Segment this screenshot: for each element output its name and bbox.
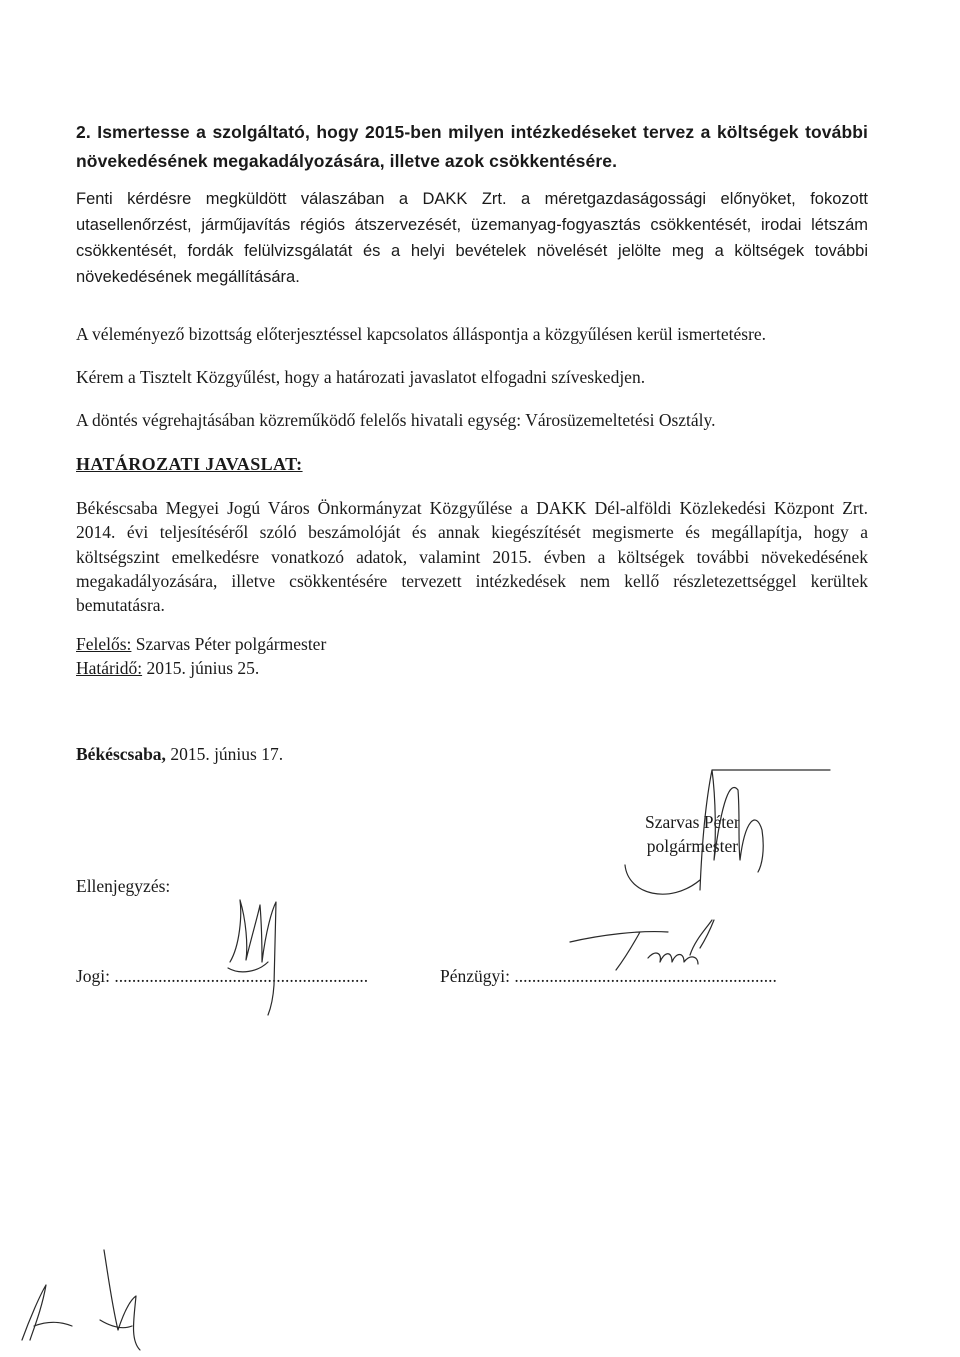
responsible-line	[76, 632, 868, 656]
signer-block	[645, 810, 740, 858]
responsibility-block	[76, 632, 868, 680]
deadline-line	[76, 656, 868, 680]
resolution-heading: HATÁROZATI JAVASLAT:	[76, 454, 303, 474]
legal-countersign-line: Jogi: ..........................................................	[76, 966, 369, 986]
date: 2015. június 17.	[165, 744, 284, 764]
signer-name: Szarvas Péter	[645, 812, 740, 832]
responsible-value: Szarvas Péter polgármester	[131, 634, 327, 654]
question-title: 2. Ismertesse a szolgáltató, hogy 2015-ben milyen intézkedéseket tervez a költségek további növekedésének megakadályozására, illetve azok csökkentésére.	[76, 122, 868, 171]
legal-signature-mark	[228, 900, 276, 1015]
deadline-label: Határidő:	[76, 658, 143, 678]
bottom-initials-mark	[22, 1250, 140, 1350]
committee-paragraph: A véleményező bizottság előterjesztéssel kapcsolatos álláspontja a közgyűlésen kerül ismertetésre.	[76, 324, 767, 344]
responsible-unit-paragraph: A döntés végrehajtásában közreműködő felelős hivatali egység: Városüzemeltetési Osztály.	[76, 410, 716, 430]
question-answer: Fenti kérdésre megküldött válaszában a DAKK Zrt. a méretgazdaságossági előnyöket, fokozott utasellenőrzést, járműjavítás régiós átszervezését, üzemanyag-fogyasztás csökkentését, irodai létszám csökkentését, fordák felülvizsgálatát és a helyi bevételek növelését jelölte meg a költségek további növekedésének megállítására.	[76, 190, 868, 286]
financial-signature-mark	[570, 920, 714, 970]
place-date-line	[76, 744, 868, 765]
resolution-text: Békéscsaba Megyei Jogú Város Önkormányzat Közgyűlése a DAKK Dél-alföldi Közlekedési Központ Zrt. 2014. évi teljesítéséről szóló beszámolóját és annak kiegészítését megismerte és megállapítja, hogy a költségszint emelkedésre vonatkozó adatok, valamint 2015. évben a költségek további növekedésének megakadályozására, illetve csökkentésére tervezett intézkedések nem kellő részletezettséggel kerültek bemutatásra.	[76, 498, 868, 616]
request-paragraph: Kérem a Tisztelt Közgyűlést, hogy a határozati javaslatot elfogadni szíveskedjen.	[76, 367, 646, 387]
responsible-label: Felelős:	[76, 634, 132, 654]
mayor-signature-mark	[625, 770, 830, 955]
financial-countersign-line: Pénzügyi: ............................................................	[440, 966, 777, 986]
signer-role: polgármester	[646, 836, 739, 856]
countersign-label: Ellenjegyzés:	[76, 876, 171, 896]
place: Békéscsaba,	[76, 744, 166, 764]
deadline-value: 2015. június 25.	[142, 658, 260, 678]
